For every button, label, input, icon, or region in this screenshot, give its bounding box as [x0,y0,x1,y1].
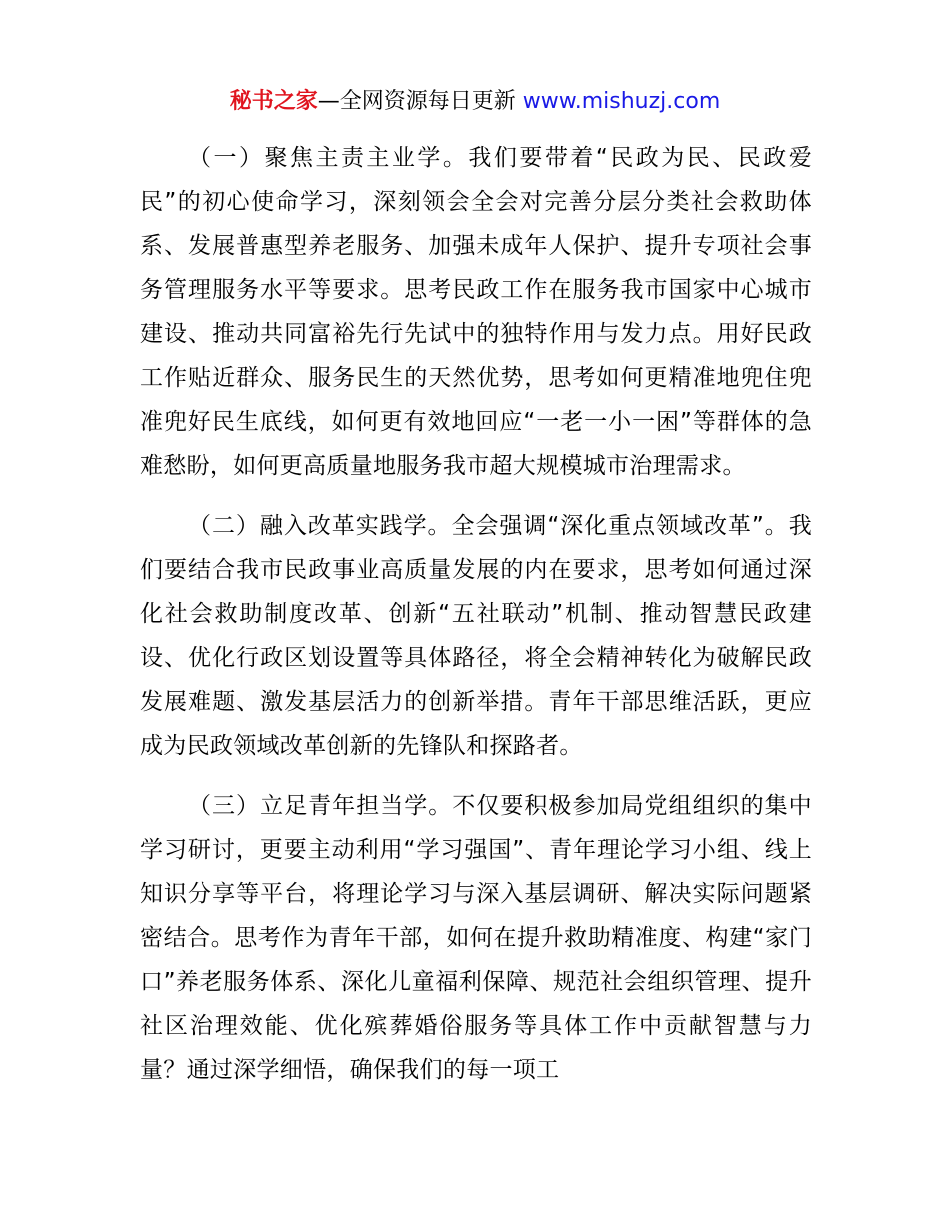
page-header [0,86,950,118]
paragraph-3: （三）立足青年担当学。不仅要积极参加局党组组织的集中学习研讨，更要主动利用“学习强国”、青年理论学习小组、线上知识分享等平台，将理论学习与深入基层调研、解决实际问题紧密结合。思考作为青年干部，如何在提升救助精准度、构建“家门口”养老服务体系、深化儿童福利保障、规范社会组织管理、提升社区治理效能、优化殡葬婚俗服务等具体工作中贡献智慧与力量？通过深学细悟，确保我们的每一项工 [140,793,812,1083]
brand-name: 秘书之家 [229,89,318,114]
document-body [140,136,812,1108]
header-url-link[interactable]: www.mishuzj.com [522,89,721,114]
paragraph-1: （一）聚焦主责主业学。我们要带着“民政为民、民政爱民”的初心使命学习，深刻领会全会对完善分层分类社会救助体系、发展普惠型养老服务、加强未成年人保护、提升专项社会事务管理服务水平等要求。思考民政工作在服务我市国家中心城市建设、推动共同富裕先行先试中的独特作用与发力点。用好民政工作贴近群众、服务民生的天然优势，思考如何更精准地兜住兜准兜好民生底线，如何更有效地回应“一老一小一困”等群体的急难愁盼，如何更高质量地服务我市超大规模城市治理需求。 [140,145,812,479]
header-tagline: —全网资源每日更新 [317,89,516,114]
paragraph-2: （二）融入改革实践学。全会强调“深化重点领域改革”。我们要结合我市民政事业高质量发展的内在要求，思考如何通过深化社会救助制度改革、创新“五社联动”机制、推动智慧民政建设、优化行政区划设置等具体路径，将全会精神转化为破解民政发展难题、激发基层活力的创新举措。青年干部思维活跃，更应成为民政领域改革创新的先锋队和探路者。 [140,513,812,759]
